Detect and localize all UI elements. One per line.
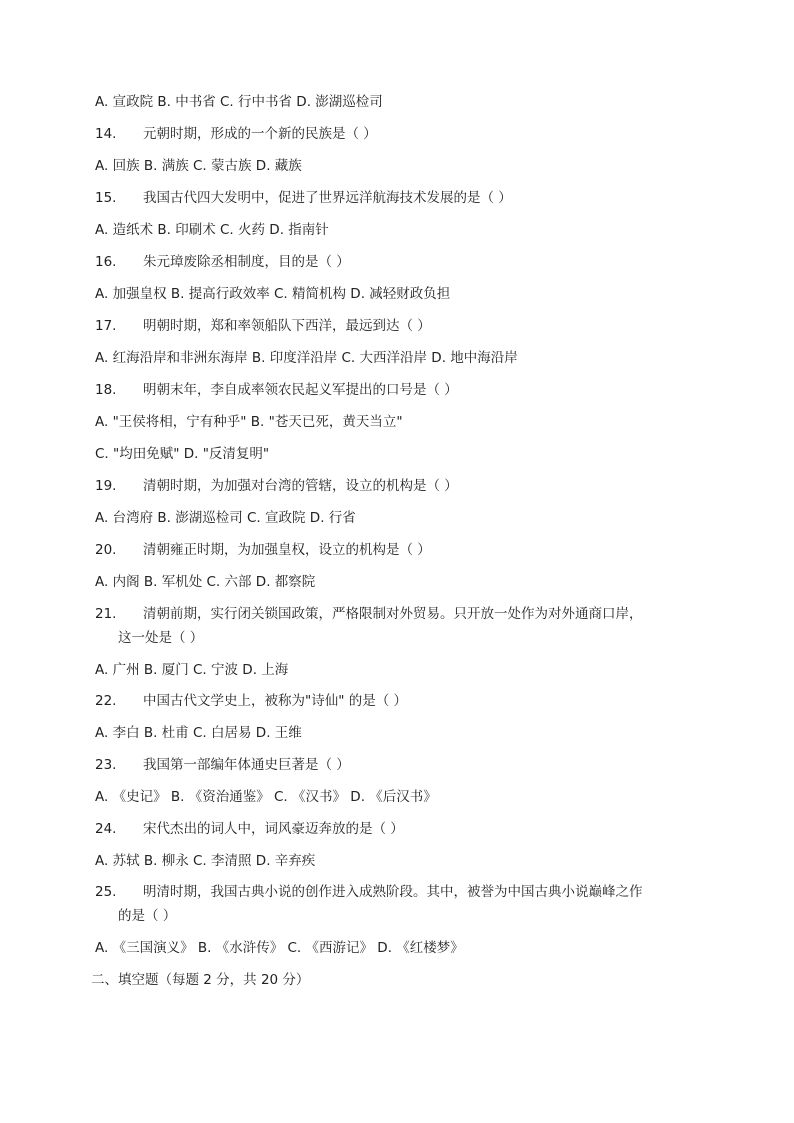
question-24 — [95, 820, 404, 838]
question-text: 宋代杰出的词人中，词风豪迈奔放的是（ ） — [143, 821, 404, 837]
question-text: 我国第一部编年体通史巨著是（ ） — [143, 757, 350, 773]
question-number: 15. — [95, 190, 117, 206]
question-number: 24. — [95, 821, 117, 837]
question-text: 明朝时期，郑和率领船队下西洋，最远到达（ ） — [143, 318, 431, 334]
question-14 — [95, 125, 377, 143]
question-text: 清朝时期，为加强对台湾的管辖，设立的机构是（ ） — [143, 478, 458, 494]
question-18 — [95, 381, 458, 399]
question-text: 我国古代四大发明中，促进了世界远洋航海技术发展的是（ ） — [143, 190, 512, 206]
options-20: A. 内阁 B. 军机处 C. 六部 D. 都察院 — [95, 574, 316, 590]
question-23 — [95, 756, 350, 774]
question-number: 25. — [95, 884, 117, 900]
question-number: 17. — [95, 318, 117, 334]
question-21-continued: 这一处是（ ） — [118, 630, 204, 646]
question-text: 中国古代文学史上，被称为"诗仙" 的是（ ） — [143, 693, 408, 709]
question-21 — [95, 605, 643, 623]
question-text: 元朝时期，形成的一个新的民族是（ ） — [143, 126, 377, 142]
question-text: 清朝前期，实行闭关锁国政策，严格限制对外贸易。只开放一处作为对外通商口岸， — [143, 606, 643, 622]
options-15: A. 造纸术 B. 印刷术 C. 火药 D. 指南针 — [95, 222, 329, 238]
question-number: 18. — [95, 382, 117, 398]
question-20 — [95, 541, 431, 559]
question-19 — [95, 477, 458, 495]
question-25 — [95, 883, 643, 901]
options-18-cd: C. "均田免赋" D. "反清复明" — [95, 446, 270, 462]
question-number: 19. — [95, 478, 117, 494]
options-19: A. 台湾府 B. 澎湖巡检司 C. 宣政院 D. 行省 — [95, 510, 356, 526]
question-17 — [95, 317, 431, 335]
options-21: A. 广州 B. 厦门 C. 宁波 D. 上海 — [95, 662, 289, 678]
question-number: 14. — [95, 126, 117, 142]
question-16 — [95, 253, 350, 271]
question-text: 朱元璋废除丞相制度，目的是（ ） — [143, 254, 350, 270]
options-16: A. 加强皇权 B. 提高行政效率 C. 精简机构 D. 减轻财政负担 — [95, 286, 451, 302]
options-25: A. 《三国演义》 B. 《水浒传》 C. 《西游记》 D. 《红楼梦》 — [95, 940, 464, 956]
question-number: 16. — [95, 254, 117, 270]
options-13: A. 宣政院 B. 中书省 C. 行中书省 D. 澎湖巡检司 — [95, 94, 383, 110]
question-text: 清朝雍正时期，为加强皇权，设立的机构是（ ） — [143, 542, 431, 558]
question-number: 21. — [95, 606, 117, 622]
options-23: A. 《史记》 B. 《资治通鉴》 C. 《汉书》 D. 《后汉书》 — [95, 789, 437, 805]
options-14: A. 回族 B. 满族 C. 蒙古族 D. 藏族 — [95, 158, 302, 174]
question-number: 22. — [95, 693, 117, 709]
question-15 — [95, 189, 512, 207]
question-number: 20. — [95, 542, 117, 558]
options-17: A. 红海沿岸和非洲东海岸 B. 印度洋沿岸 C. 大西洋沿岸 D. 地中海沿岸 — [95, 350, 518, 366]
question-text: 明清时期，我国古典小说的创作进入成熟阶段。其中，被誉为中国古典小说巅峰之作 — [143, 884, 643, 900]
options-24: A. 苏轼 B. 柳永 C. 李清照 D. 辛弃疾 — [95, 853, 316, 869]
options-18-ab: A. "王侯将相，宁有种乎" B. "苍天已死，黄天当立" — [95, 414, 403, 430]
question-25-continued: 的是（ ） — [118, 908, 177, 924]
section-heading-fill-in: 二、填空题（每题 2 分，共 20 分） — [91, 972, 310, 988]
question-number: 23. — [95, 757, 117, 773]
question-22 — [95, 692, 407, 710]
options-22: A. 李白 B. 杜甫 C. 白居易 D. 王维 — [95, 725, 302, 741]
question-text: 明朝末年，李自成率领农民起义军提出的口号是（ ） — [143, 382, 458, 398]
